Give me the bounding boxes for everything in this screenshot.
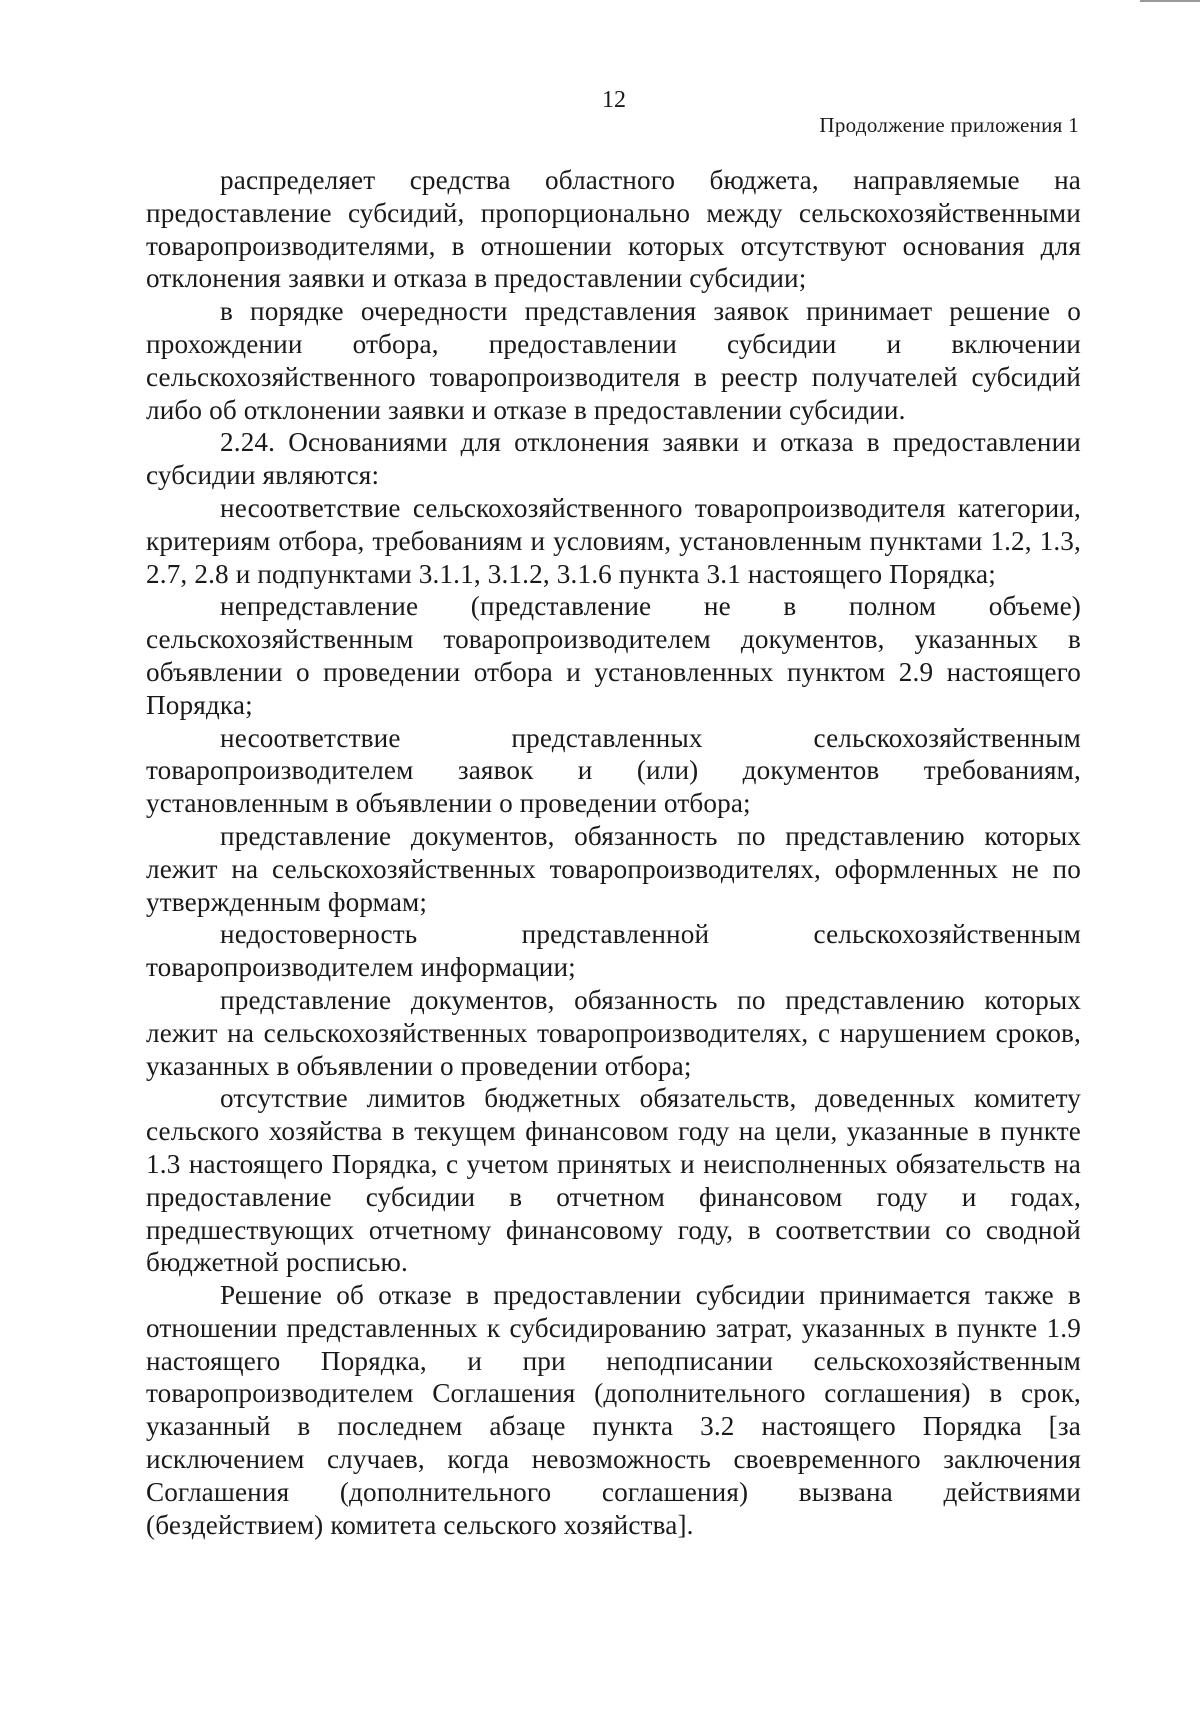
paragraph-ground-false-information: недостоверность представленной сельскохозяйственным товаропроизводителем информации;: [146, 919, 1081, 983]
paragraph-decision-order: в порядке очередности представления заявок принимает решение о прохождении отбора, предоставлении субсидии и включении сельскохозяйственного товаропроизводителя в реестр получателей субсидий либо об отклонении заявки и отказе в предоставлении субсидии.: [146, 296, 1081, 425]
paragraph-ground-wrong-forms: представление документов, обязанность по представлению которых лежит на сельскохозяйственных товаропроизводителях, оформленных не по утвержденным формам;: [146, 820, 1081, 917]
page-number: 12: [602, 87, 626, 113]
paragraph-ground-requirements-mismatch: несоответствие представленных сельскохозяйственным товаропроизводителем заявок и (или) документов требованиям, установленным в объявлении о проведении отбора;: [146, 722, 1081, 819]
paragraph-ground-no-budget-limits: отсутствие лимитов бюджетных обязательств, доведенных комитету сельского хозяйства в текущем финансовом году на цели, указанные в пункте 1.3 настоящего Порядка, с учетом принятых и неисполненных обязательств на предоставление субсидии в отчетном финансовом году и годах, предшествующих отчетному финансовому году, в соответствии со сводной бюджетной росписью.: [146, 1083, 1081, 1278]
paragraph-ground-category-mismatch: несоответствие сельскохозяйственного товаропроизводителя категории, критериям отбора, требованиям и условиям, установленным пунктами 1.2, 1.3, 2.7, 2.8 и подпунктами 3.1.1, 3.1.2, 3.1.6 пункта 3.1 настоящего Порядка;: [146, 492, 1081, 589]
paragraph-ground-missing-documents: непредставление (представление не в полном объеме) сельскохозяйственным товаропроизводителем документов, указанных в объявлении о проведении отбора и установленных пунктом 2.9 настоящего Порядка;: [146, 591, 1081, 720]
paragraph-ground-late-submission: представление документов, обязанность по представлению которых лежит на сельскохозяйственных товаропроизводителях, с нарушением сроков, указанных в объявлении о проведении отбора;: [146, 984, 1081, 1081]
paragraph-2-24-grounds: 2.24. Основаниями для отклонения заявки и отказа в предоставлении субсидии являются:: [146, 427, 1081, 491]
paragraph-refusal-decision: Решение об отказе в предоставлении субсидии принимается также в отношении представленных к субсидированию затрат, указанных в пункте 1.9 настоящего Порядка, и при неподписании сельскохозяйственным товаропроизводителем Соглашения (дополнительного соглашения) в срок, указанный в последнем абзаце пункта 3.2 настоящего Порядка [за исключением случаев, когда невозможность своевременного заключения Соглашения (дополнительного соглашения) вызвана действиями (бездействием) комитета сельского хозяйства].: [146, 1280, 1081, 1540]
paragraph-distribution: распределяет средства областного бюджета, направляемые на предоставление субсидий, пропорционально между сельскохозяйственными товаропроизводителями, в отношении которых отсутствуют основания для отклонения заявки и отказа в предоставлении субсидии;: [146, 165, 1081, 294]
scan-edge-line: [1140, 0, 1200, 2]
appendix-continuation-note: Продолжение приложения 1: [819, 113, 1079, 137]
document-body: [146, 164, 1081, 1541]
